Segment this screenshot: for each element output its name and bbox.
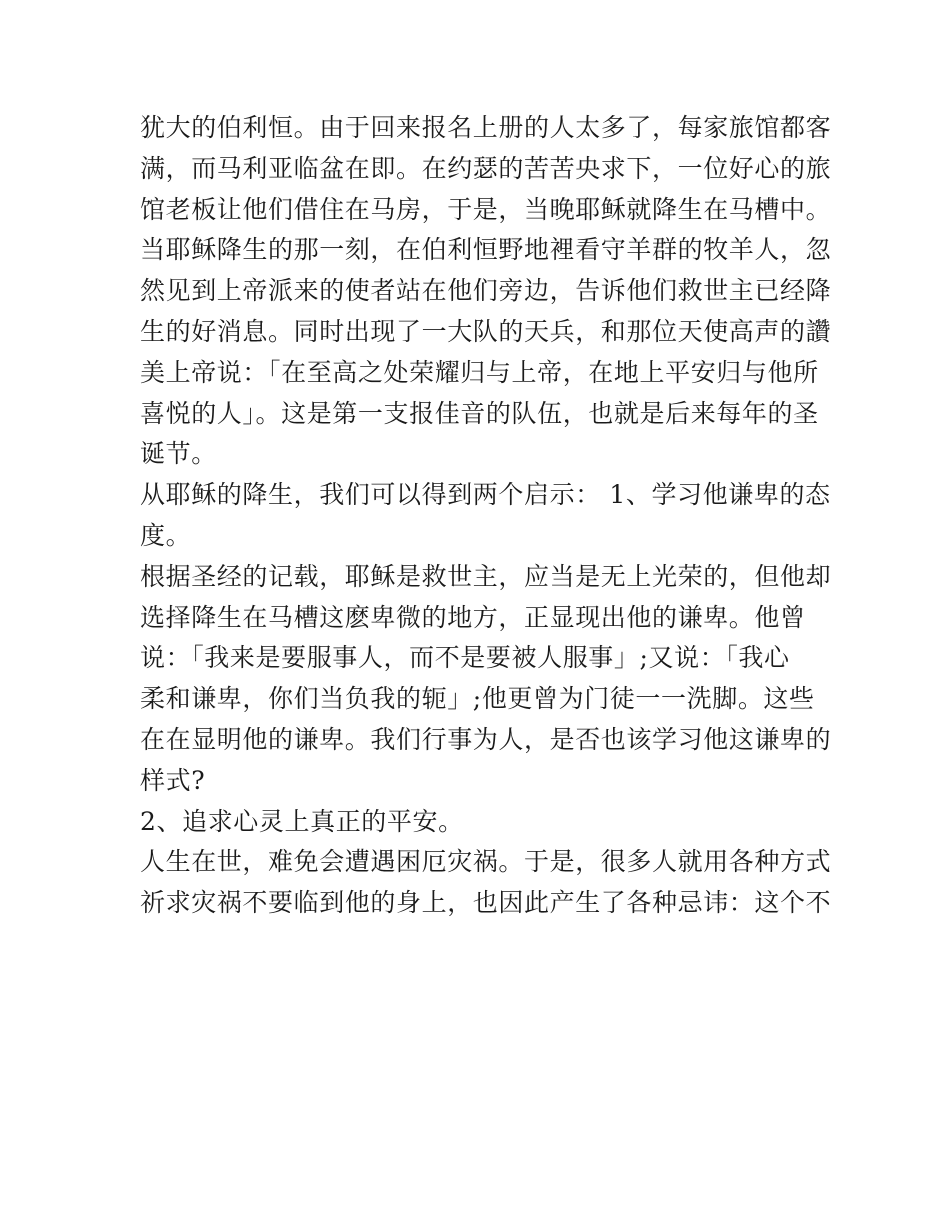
text-line: 生的好消息。同时出现了一大队的天兵，和那位天使高声的讚 <box>140 316 832 346</box>
text-line: 样式? <box>140 765 206 795</box>
text-line: 当耶稣降生的那一刻，在伯利恒野地裡看守羊群的牧羊人，忽 <box>140 235 832 265</box>
text-line: 犹大的伯利恒。由于回来报名上册的人太多了，每家旅馆都客 <box>140 113 832 142</box>
text-line: 馆老板让他们借住在马房，于是，当晚耶稣就降生在马槽中。 <box>140 194 832 224</box>
text-line: 然见到上帝派来的使者站在他们旁边，告诉他们救世主已经降 <box>140 276 832 306</box>
text-line: 人生在世，难免会遭遇困厄灾祸。于是，很多人就用各种方式 <box>140 847 832 877</box>
text-line: 选择降生在马槽这麽卑微的地方，正显现出他的谦卑。他曾 <box>140 602 806 632</box>
text-line: 祈求灾祸不要临到他的身上，也因此产生了各种忌讳：这个不 <box>140 888 832 918</box>
body-text <box>140 108 830 924</box>
text-line: 喜悦的人」。这是第一支报佳音的队伍，也就是后来每年的圣 <box>140 398 819 428</box>
text-line: 从耶稣的降生，我们可以得到两个启示： 1、学习他谦卑的态 <box>140 480 831 510</box>
text-line: 在在显明他的谦卑。我们行事为人，是否也该学习他这谦卑的 <box>140 724 832 754</box>
text-line: 满，而马利亚临盆在即。在约瑟的苦苦央求下，一位好心的旅 <box>140 153 832 183</box>
text-line: 诞节。 <box>140 439 217 469</box>
text-line: 度。 <box>140 520 192 550</box>
text-line: 根据圣经的记载，耶稣是救世主，应当是无上光荣的，但他却 <box>140 561 832 591</box>
text-line: 美上帝说：「在至高之处荣耀归与上帝，在地上平安归与他所 <box>140 357 819 387</box>
text-line: 说：「我来是要服事人，而不是要被人服事」;又说：「我心 <box>140 643 790 673</box>
text-line: 柔和谦卑，你们当负我的轭」;他更曾为门徒一一洗脚。这些 <box>140 684 815 714</box>
text-line: 2、追求心灵上真正的平安。 <box>140 806 464 836</box>
